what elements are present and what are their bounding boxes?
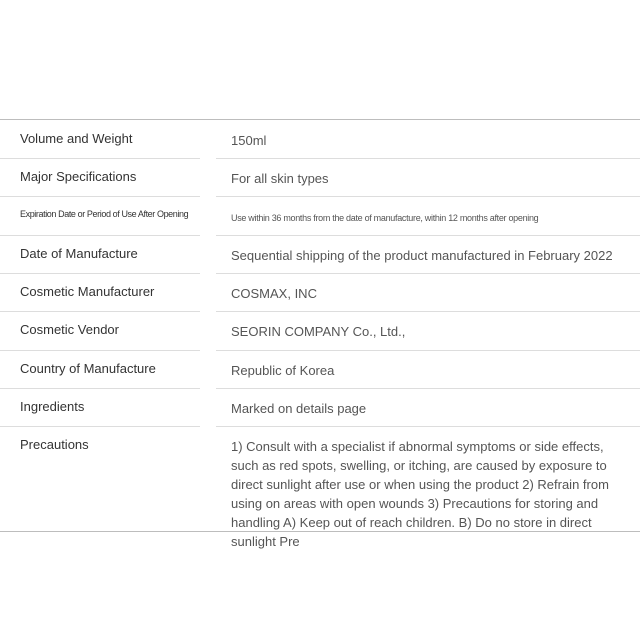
spec-row-expiration bbox=[0, 196, 640, 235]
spec-row-country-of-manufacture bbox=[0, 350, 640, 388]
spec-row-volume-weight bbox=[0, 120, 640, 158]
spec-row-precautions bbox=[0, 426, 640, 549]
spec-label: Country of Manufacture bbox=[20, 361, 156, 376]
spec-label: Cosmetic Manufacturer bbox=[20, 284, 155, 299]
spec-label: Major Specifications bbox=[20, 169, 137, 184]
spec-label: Cosmetic Vendor bbox=[20, 322, 119, 337]
spec-value: 1) Consult with a specialist if abnormal symptoms or side effects, such as red spots, swelling, or itching, are caused by exposure to direct sunlight after use or when using the product 2) Refrain from using on areas with open wounds 3) Precautions for storing and handling A) Keep out of reach children. B) Do no store in direct sunlight Pre bbox=[231, 439, 609, 549]
spec-row-major-specifications bbox=[0, 158, 640, 196]
spec-value: COSMAX, INC bbox=[231, 286, 317, 301]
spec-row-ingredients bbox=[0, 388, 640, 426]
spec-label: Date of Manufacture bbox=[20, 246, 138, 261]
product-spec-table bbox=[0, 119, 640, 549]
spec-label: Precautions bbox=[20, 437, 89, 452]
spec-value: Marked on details page bbox=[231, 401, 367, 416]
spec-value: For all skin types bbox=[231, 171, 329, 186]
spec-row-cosmetic-vendor bbox=[0, 311, 640, 350]
spec-value: Sequential shipping of the product manufactured in February 2022 bbox=[231, 248, 613, 263]
spec-row-cosmetic-manufacturer bbox=[0, 273, 640, 311]
spec-value: Republic of Korea bbox=[231, 363, 335, 378]
spec-label: Ingredients bbox=[20, 399, 85, 414]
spec-value: Use within 36 months from the date of manufacture, within 12 months after opening bbox=[231, 213, 539, 223]
spec-row-date-of-manufacture bbox=[0, 235, 640, 273]
spec-value: SEORIN COMPANY Co., Ltd., bbox=[231, 324, 406, 339]
spec-value: 150ml bbox=[231, 133, 267, 148]
spec-label: Expiration Date or Period of Use After Opening bbox=[20, 209, 189, 219]
spec-label: Volume and Weight bbox=[20, 131, 133, 146]
